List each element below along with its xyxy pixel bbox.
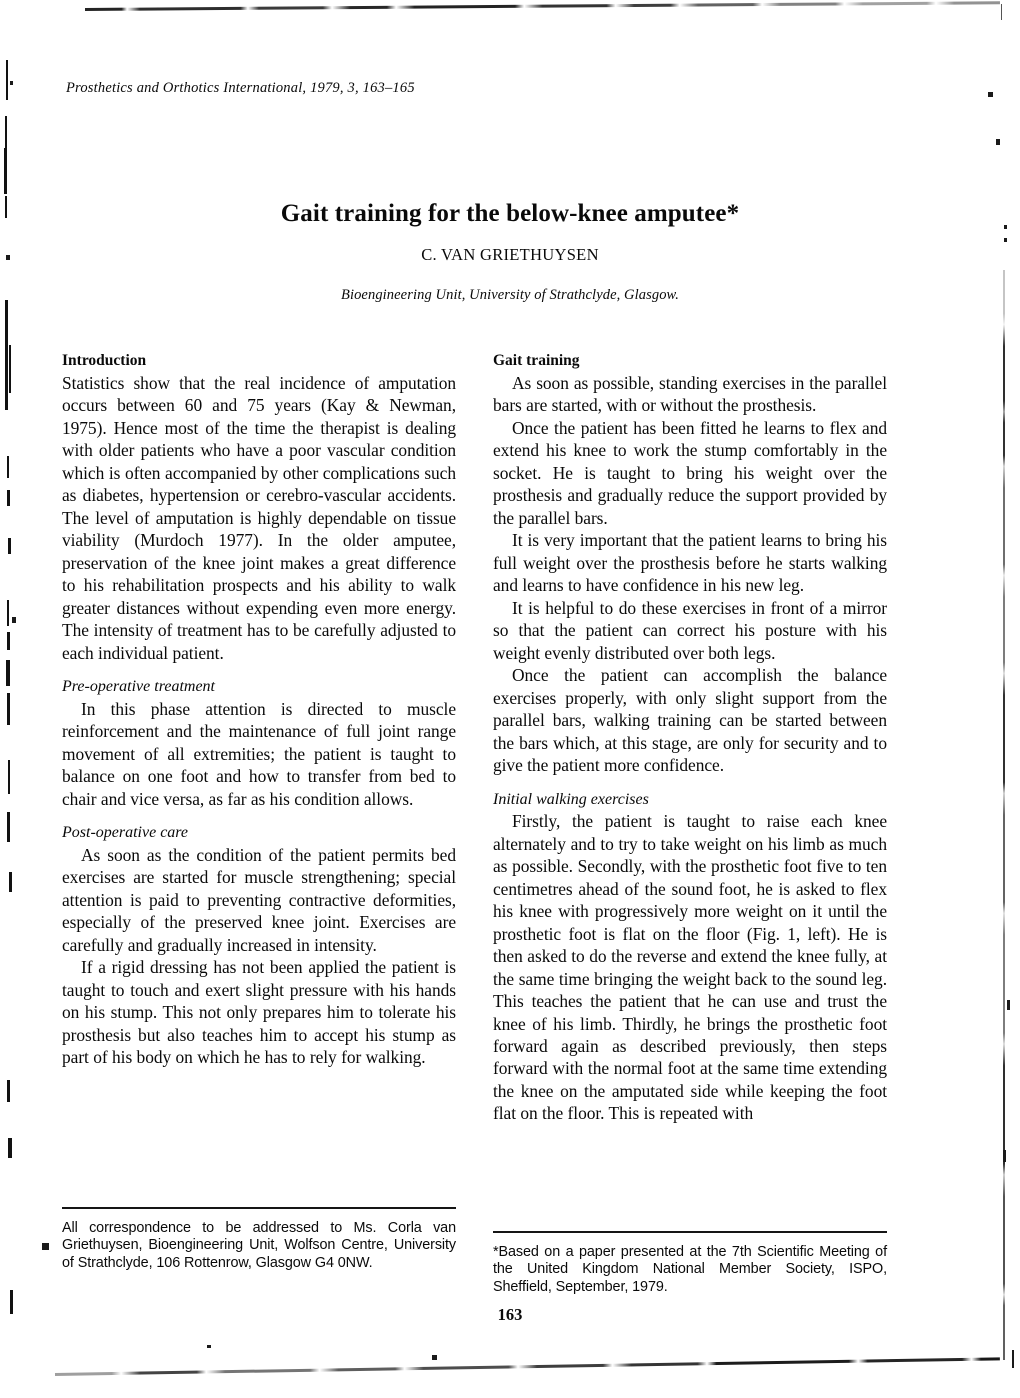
scan-edge-bottom-line xyxy=(55,1357,1000,1376)
scan-margin-tick xyxy=(7,600,9,626)
scan-margin-tick xyxy=(7,490,10,506)
scan-margin-tick xyxy=(6,60,8,100)
scan-margin-speck xyxy=(12,617,16,623)
journal-running-head: Prosthetics and Orthotics International, 1979, 3, 163–165 xyxy=(66,80,415,96)
footnote-divider-right xyxy=(493,1231,887,1233)
scan-margin-tick xyxy=(6,660,10,686)
subsection-heading-preoperative: Pre-operative treatment xyxy=(62,678,215,696)
right-column xyxy=(493,352,887,1125)
section-heading-introduction: Introduction xyxy=(62,352,147,369)
scan-corner-mark-bottom-right xyxy=(1012,1350,1014,1368)
paragraph-gait-2: Once the patient has been fitted he learns to flex and extend his knee to work the stump comfortably in the socket. He is taught to bring his weight over the prosthesis and gradually reduce the support provided by the parallel bars. xyxy=(493,417,887,528)
footnote-correspondence: All correspondence to be addressed to Ms. Corla van Griethuysen, Bioengineering Unit, Wolfson Centre, University of Strathclyde, 106 Rottenrow, Glasgow G4 0NW. xyxy=(62,1220,456,1271)
scan-margin-tick xyxy=(9,872,12,892)
scan-margin-tick xyxy=(7,693,10,725)
paragraph-gait-4: It is helpful to do these exercises in front of a mirror so that the patient can correct his posture with his weight evenly distributed over both legs. xyxy=(493,597,887,663)
scan-margin-tick xyxy=(9,345,11,393)
scan-margin-tick xyxy=(7,632,10,650)
article-body-columns xyxy=(62,352,888,1125)
scan-margin-tick xyxy=(7,456,9,478)
paragraph-preoperative: In this phase attention is directed to muscle reinforcement and the maintenance of full joint range movement of all extremities; the patient is taught to balance on one foot and how to transfer from bed to chair and vice versa, as far as his condition allows. xyxy=(62,698,456,809)
scan-margin-tick xyxy=(7,812,10,842)
scan-margin-tick xyxy=(8,1138,12,1158)
subsection-heading-postoperative: Post-operative care xyxy=(62,824,189,842)
paragraph-gait-5: Once the patient can accomplish the balance exercises properly, with only slight support from the parallel bars, walking training can be started between the bars which, at this stage, are only for security and to give the patient more confidence. xyxy=(493,665,887,776)
footnote-correspondence-block xyxy=(62,1207,456,1272)
scan-margin-speck xyxy=(1007,1000,1010,1010)
scan-margin-tick xyxy=(8,538,11,554)
scan-margin-speck xyxy=(10,81,13,85)
scan-margin-tick xyxy=(5,116,7,150)
footnote-source-block xyxy=(493,1231,887,1296)
section-heading-gait-training: Gait training xyxy=(493,352,580,369)
scan-margin-tick xyxy=(5,300,8,410)
scan-margin-speck xyxy=(207,1345,211,1348)
subsection-heading-initial-walking: Initial walking exercises xyxy=(493,790,649,808)
paragraph-postoperative-1: As soon as the condition of the patient permits bed exercises are started for muscle strengthening; special attention is paid to preventing contractive deformities, especially of the preserved knee joint. Exercises are carefully and gradually increased in intensity. xyxy=(62,844,456,955)
scan-margin-speck xyxy=(432,1355,437,1360)
paragraph-initial-walking: Firstly, the patient is taught to raise each knee alternately and to try to take weight on his limb as much as possible. Secondly, with the prosthetic foot five to ten centimetres ahead of the sound foot, he is asked to flex his knee with progressively more weight on it until the prosthetic foot is flat on the floor (Fig. 1, left). He is then asked to do the reverse and extend the knee fully, at the same time bringing the weight back to the sound leg. This teaches the patient that he can use and trust the knee of his limb. Thirdly, he brings the prosthetic foot forward again as described previously, then steps forward with the normal foot at the same time extending the knee on the amputated side while keeping the foot flat on the floor. This is repeated with xyxy=(493,811,887,1124)
left-column xyxy=(62,352,456,1125)
scan-margin-speck xyxy=(988,92,993,97)
paragraph-introduction: Statistics show that the real incidence of amputation occurs between 60 and 75 years (Kay & Newman, 1975). Hence most of the time the therapist is dealing with older patients who have a poor vascular condition which is often accompanied by other complications such as diabetes, hypertension or cerebro-vascular accidents. The level of amputation is highly dependable on tissue viability (Murdoch 1977). In the older amputee, preservation of the knee joint makes a great difference to his rehabilitation prospects and his ability to walk greater distances without expending even more energy. The intensity of treatment has to be carefully adjusted to each individual patient. xyxy=(62,372,456,663)
footnote-divider-left xyxy=(62,1207,456,1209)
article-affiliation: Bioengineering Unit, University of Strathclyde, Glasgow. xyxy=(341,287,679,303)
paragraph-gait-3: It is very important that the patient learns to bring his full weight over the prosthesis before he starts walking and learns to have confidence in his new leg. xyxy=(493,530,887,596)
scan-margin-speck xyxy=(1003,1150,1006,1162)
scan-edge-top-line xyxy=(85,1,1000,11)
paragraph-gait-1: As soon as possible, standing exercises in the parallel bars are started, with or without the prosthesis. xyxy=(493,372,887,416)
article-author: C. VAN GRIETHUYSEN xyxy=(421,245,599,264)
scan-margin-speck xyxy=(42,1243,49,1250)
page-title: Gait training for the below-knee amputee* xyxy=(280,200,740,227)
article-title-block xyxy=(0,200,1020,304)
scan-margin-tick xyxy=(4,148,7,194)
scan-margin-tick xyxy=(8,760,10,794)
scan-corner-mark-top-right xyxy=(1001,4,1002,20)
scan-margin-speck xyxy=(996,139,1000,145)
scan-margin-tick xyxy=(7,1080,10,1102)
footnote-paper-source: *Based on a paper presented at the 7th Scientific Meeting of the United Kingdom National Member Society, ISPO, Sheffield, September, 1979. xyxy=(493,1244,887,1295)
paragraph-postoperative-2: If a rigid dressing has not been applied the patient is taught to touch and exert slight pressure with his hands on his stump. This not only prepares him to tolerate his prosthesis but also teaches him to accept his stump as part of his body on which he has to rely for walking. xyxy=(62,957,456,1068)
page-number: 163 xyxy=(497,1305,523,1324)
scan-edge-right-rail xyxy=(1003,270,1005,1360)
